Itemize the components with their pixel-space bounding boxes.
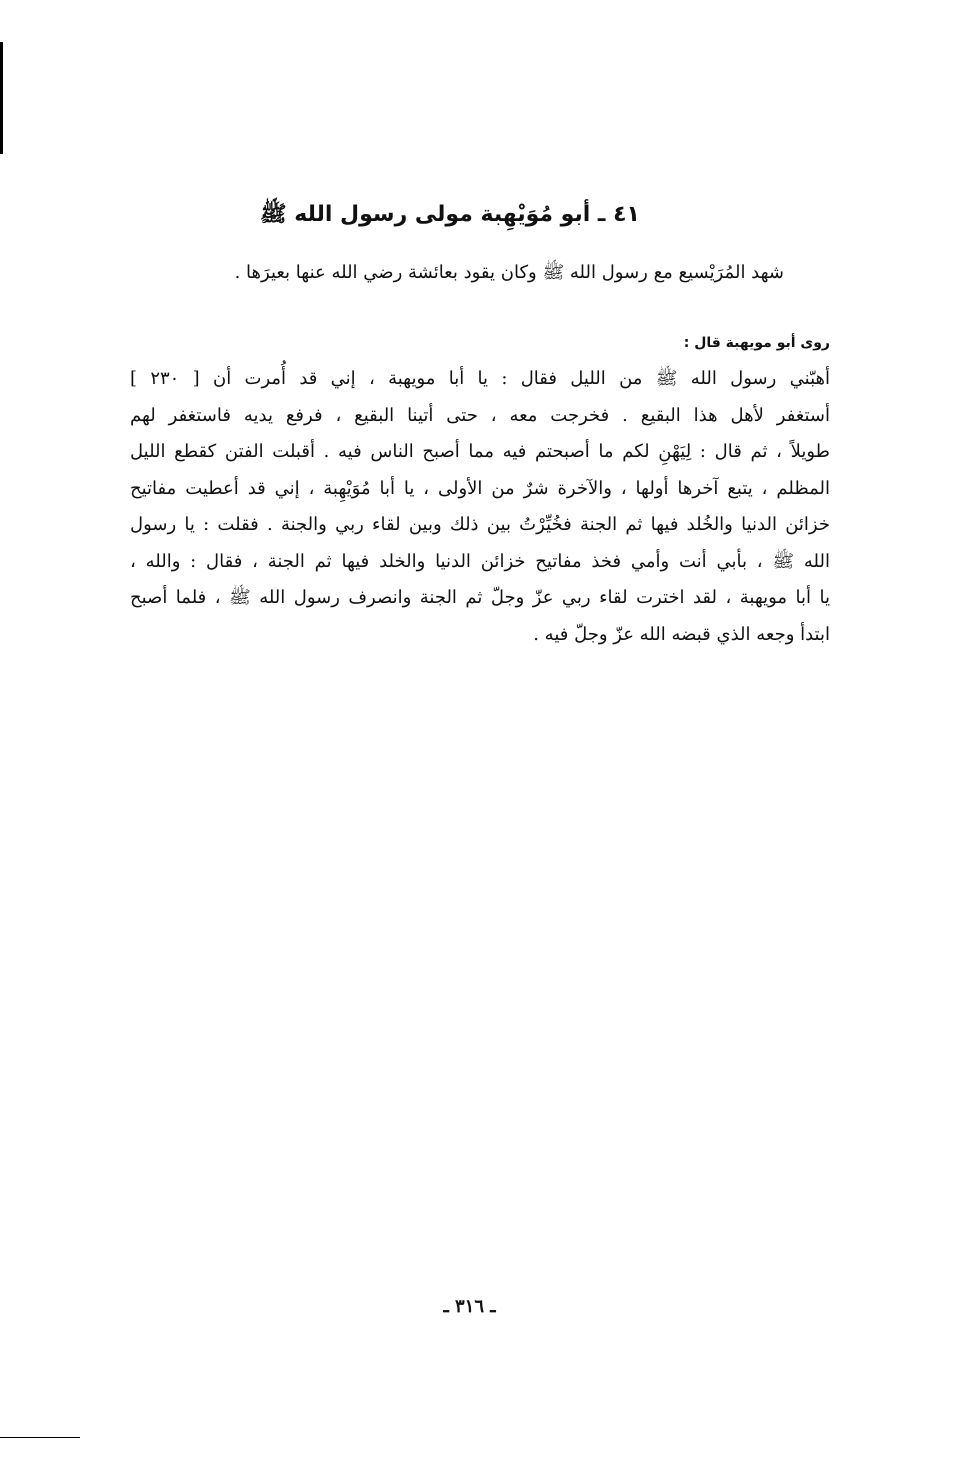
- section-title: ٤١ ـ أبو مُوَيْهِبة مولى رسول الله ﷺ: [260, 202, 640, 227]
- text-line: أستغفر لأهل هذا البقيع . فخرجت معه ، حتى أتينا البقيع ، فرفع يديه فاستغفر لهم: [130, 404, 830, 426]
- text-line: الله ﷺ ، بأبي أنت وأمي فخذ مفاتيح خزائن الدنيا والخلد فيها ثم الجنة ، فقال : والله ،: [130, 550, 830, 572]
- page-number: [0, 1296, 955, 1317]
- page-content: [130, 195, 830, 653]
- margin-rule-bottom-left: [0, 1437, 80, 1438]
- intro-paragraph: شهد المُرَيْسيع مع رسول الله ﷺ وكان يقود بعائشة رضي الله عنها بعيرَها .: [234, 262, 784, 283]
- text-line: أهبّني رسول الله ﷺ من الليل فقال : يا أبا مويهبة ، إني قد أُمرت أن [ ٢٣٠ ]: [130, 368, 830, 389]
- margin-rule-top-left: [0, 42, 3, 154]
- text-line: يا أبا مويهبة ، لقد اخترت لقاء ربي عزّ وجلّ ثم الجنة وانصرف رسول الله ﷺ ، فلما أصبح: [130, 587, 830, 608]
- text-line: خزائن الدنيا والخُلد فيها ثم الجنة فخُيِّرْتُ بين ذلك وبين لقاء ربي والجنة . فقلت : يا رسول: [130, 514, 830, 535]
- text-line: المظلم ، يتبع آخرها أولها ، والآخرة شرٌ من الأولى ، يا أبا مُوَيْهِبة ، إني قد أعطيت مفاتيح: [130, 477, 830, 499]
- text-line: ابتدأ وجعه الذي قبضه الله عزّ وجلّ فيه .: [533, 623, 830, 645]
- hadith-text: [130, 361, 830, 653]
- text-line: طويلاً ، ثم قال : لِيَهْنِ لكم ما أصبحتم فيه مما أصبح الناس فيه . أقبلت الفتن كقطع الليل: [130, 441, 830, 462]
- page-number-label: ـ ٣١٦ ـ: [443, 1296, 496, 1317]
- narrator-line: روى أبو مويهبة قال :: [683, 335, 830, 351]
